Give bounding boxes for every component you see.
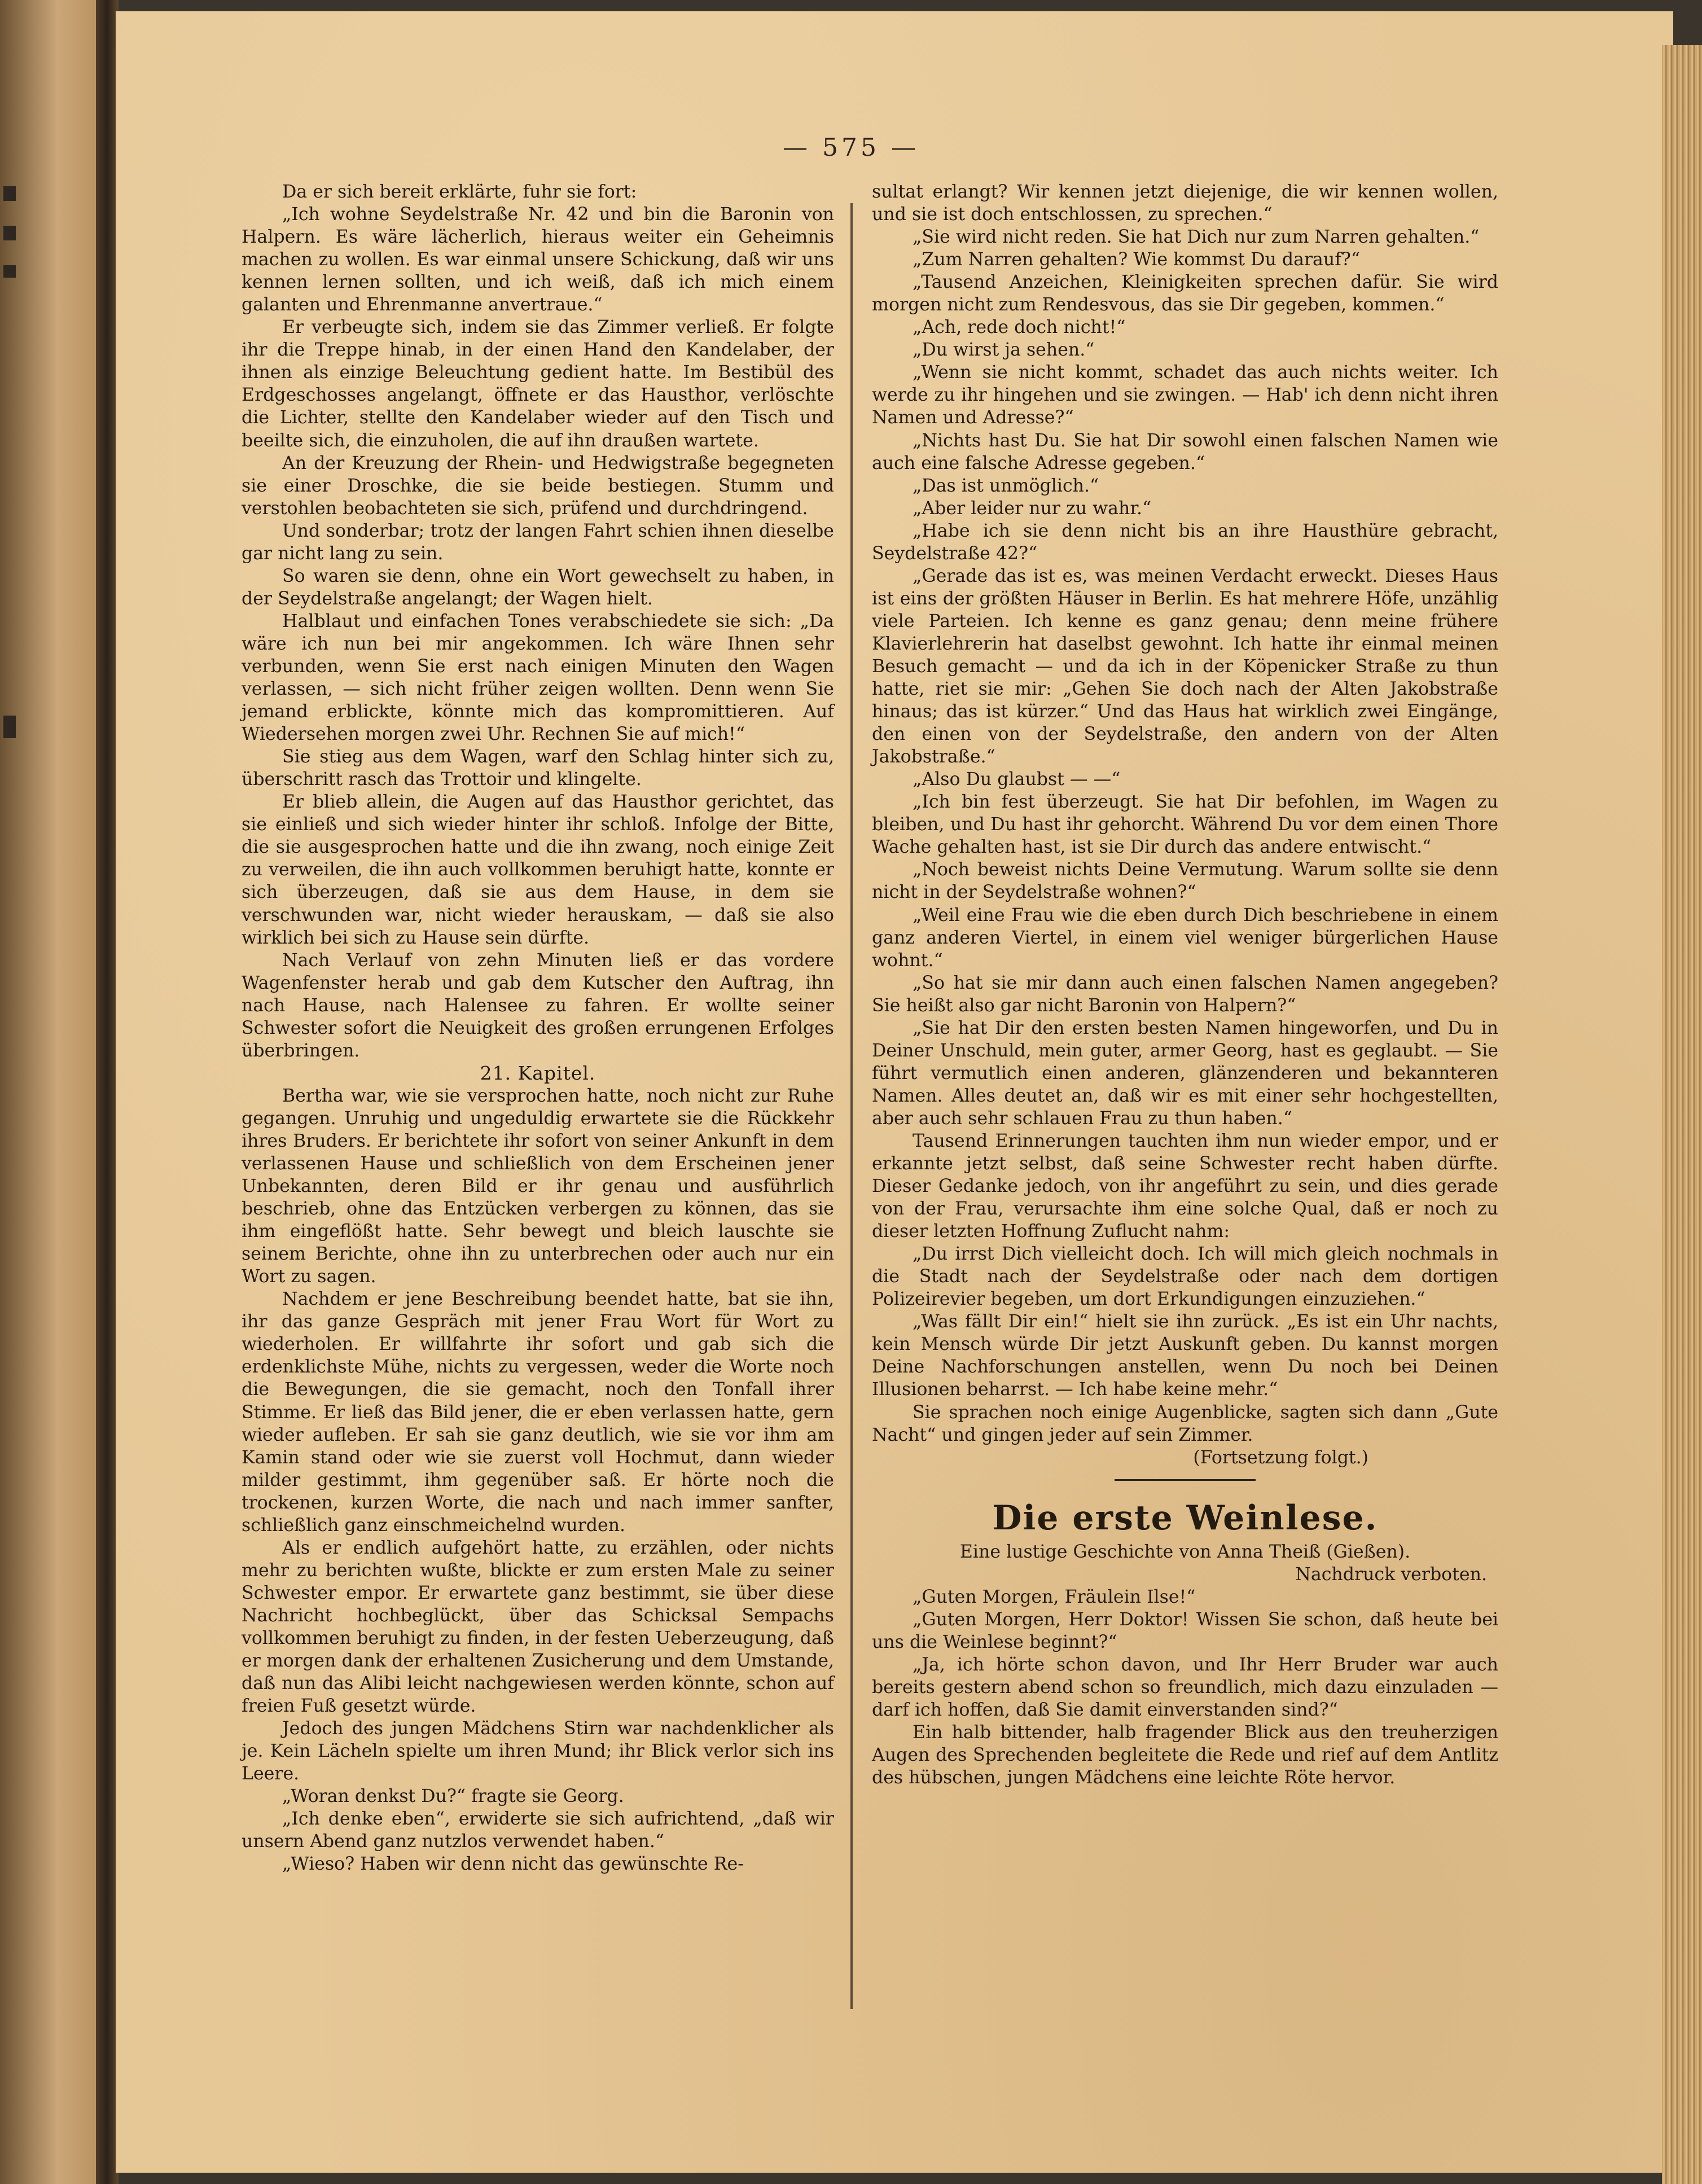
paragraph: So waren sie denn, ohne ein Wort gewechselt zu haben, in der Seydelstraße angelangt; der Wagen hielt.	[242, 565, 834, 609]
paragraph: „Guten Morgen, Herr Doktor! Wissen Sie schon, daß heute bei uns die Weinlese beginnt?“	[872, 1609, 1498, 1652]
paragraph: „Ja, ich hörte schon davon, und Ihr Herr Bruder war auch bereits gestern abend schon so freundlich, mich dazu einzuladen — darf ich hoffen, daß Sie damit einverstanden sind?“	[872, 1654, 1498, 1720]
previous-page-edge	[0, 0, 104, 2184]
paragraph: Als er endlich aufgehört hatte, zu erzählen, oder nichts mehr zu berichten wußte, blickte er zum ersten Male zu seiner Schwester empor. Er erwartete ganz bestimmt, sie über diese Nachricht hochbeglückt, über das Schicksal Sempachs vollkommen beruhigt zu finden, in der festen Ueberzeugung, daß er morgen dank der erhaltenen Zusicherung und dem Umstande, daß nun das Alibi leicht nachgewiesen werden könnte, schon auf freien Fuß gesetzt würde.	[242, 1537, 834, 1717]
paragraph: Er blieb allein, die Augen auf das Hausthor gerichtet, das sie einließ und sich wieder hinter ihr schloß. Infolge der Bitte, die sie ausgesprochen hatte und die ihn zwang, noch einige Zeit zu verweilen, die ihn auch vollkommen beruhigt hatte, konnte er sich überzeugen, daß sie aus dem Hause, in dem sie verschwunden war, nicht wieder herauskam, — daß sie also wirklich bei sich zu Hause sein dürfte.	[242, 792, 834, 948]
chapter-heading: 21. Kapitel.	[480, 1062, 596, 1084]
paragraph: „Ich denke eben“, erwiderte sie sich aufrichtend, „daß wir unsern Abend ganz nutzlos verwendet haben.“	[242, 1809, 834, 1852]
paragraph: Jedoch des jungen Mädchens Stirn war nachdenklicher als je. Kein Lächeln spielte um ihren Mund; ihr Blick verlor sich ins Leere.	[242, 1718, 834, 1784]
paragraph: „Habe ich sie denn nicht bis an ihre Hausthüre gebracht, Seydelstraße 42?“	[872, 520, 1498, 564]
paragraph: „Sie wird nicht reden. Sie hat Dich nur zum Narren gehalten.“	[913, 227, 1480, 248]
paragraph: „Du wirst ja sehen.“	[913, 340, 1095, 361]
paragraph: „Gerade das ist es, was meinen Verdacht erweckt. Dieses Haus ist eins der größten Häuser in Berlin. Es hat mehrere Höfe, unzählig viele Parteien. Ich kenne es ganz genau; denn meine frühere Klavierlehrerin hat daselbst gewohnt. Ich hatte ihr einmal meinen Besuch gemacht — und da ich in der Köpenicker Straße zu thun hatte, riet sie mir: „Gehen Sie doch nach der Alten Jakobstraße hinaus; das ist kürzer.“ Und das Haus hat wirklich zwei Eingänge, den einen von der Seydelstraße, den andern von der Alten Jakobstraße.“	[872, 565, 1498, 768]
paragraph: „Ich wohne Seydelstraße Nr. 42 und bin die Baronin von Halpern. Es wäre lächerlich, hieraus weiter ein Geheimnis machen zu wollen. Es war einmal unsere Schickung, daß wir uns kennen lernen sollten, und ich weiß, daß ich mich einem galanten und Ehrenmanne anvertraue.“	[242, 204, 834, 315]
paragraph: „Aber leider nur zu wahr.“	[913, 498, 1152, 519]
paragraph: Ein halb bittender, halb fragender Blick aus den treuherzigen Augen des Sprechenden begleitete die Rede und rief auf dem Antlitz des hübschen, jungen Mädchens eine leichte Röte hervor.	[872, 1722, 1498, 1788]
paragraph: „Woran denkst Du?“ fragte sie Georg.	[282, 1786, 624, 1807]
paragraph: „Wieso? Haben wir denn nicht das gewünschte Re-	[282, 1854, 744, 1875]
paragraph: Sie stieg aus dem Wagen, warf den Schlag hinter sich zu, überschritt rasch das Trottoir und klingelte.	[242, 747, 834, 790]
paragraph: sultat erlangt? Wir kennen jetzt diejenige, die wir kennen wollen, und sie ist doch entschlossen, zu sprechen.“	[872, 182, 1498, 225]
section-rule	[1115, 1479, 1256, 1481]
paragraph: „Ich bin fest überzeugt. Sie hat Dir befohlen, im Wagen zu bleiben, und Du hast ihr gehorcht. Während Du vor dem einen Thore Wache gehalten hast, ist sie Dir durch das andere entwischt.“	[872, 792, 1498, 858]
continuation-note: (Fortsetzung folgt.)	[1193, 1447, 1368, 1468]
paragraph: „Weil eine Frau wie die eben durch Dich beschriebene in einem ganz anderen Viertel, in einem viel weniger bürgerlichen Hause wohnt.“	[872, 905, 1498, 971]
column-divider	[850, 203, 853, 2009]
paragraph: Er verbeugte sich, indem sie das Zimmer verließ. Er folgte ihr die Treppe hinab, in der einen Hand den Kandelaber, der ihnen als einzige Beleuchtung gedient hatte. Im Bestibül des Erdgeschosses angelangt, öffnete er das Hausthor, verlöschte die Lichter, stellte den Kandelaber wieder auf den Tisch und beeilte sich, die einzuholen, die auf ihn draußen wartete.	[242, 317, 834, 451]
paragraph: „So hat sie mir dann auch einen falschen Namen angegeben? Sie heißt also gar nicht Baronin von Halpern?“	[872, 972, 1498, 1016]
paragraph: Sie sprachen noch einige Augenblicke, sagten sich dann „Gute Nacht“ und gingen jeder auf sein Zimmer.	[872, 1402, 1498, 1445]
paragraph: Bertha war, wie sie versprochen hatte, noch nicht zur Ruhe gegangen. Unruhig und ungeduldig erwartete sie die Rückkehr ihres Bruders. Er berichtete ihr sofort von seiner Ankunft in dem verlassenen Hause und schließlich von dem Erscheinen jener Unbekannten, deren Bild er ihr genau und ausführlich beschrieb, ohne das Entzücken verbergen zu können, das sie ihm eingeflößt hatte. Sehr bewegt und bleich lauschte sie seinem Berichte, ohne ihn zu unterbrechen oder auch nur ein Wort zu sagen.	[242, 1085, 834, 1287]
margin-mark	[3, 716, 16, 738]
margin-mark	[3, 226, 16, 240]
right-column	[872, 181, 1498, 1789]
paragraph: „Was fällt Dir ein!“ hielt sie ihn zurück. „Es ist ein Uhr nachts, kein Mensch würde Dir jetzt Auskunft geben. Du kannst morgen Deine Nachforschungen anstellen, wenn Du noch bei Deinen Illusionen beharrst. — Ich habe keine mehr.“	[872, 1312, 1498, 1400]
margin-mark	[3, 186, 16, 201]
page-number: — 575 —	[783, 133, 919, 162]
paragraph: Nachdem er jene Beschreibung beendet hatte, bat sie ihn, ihr das ganze Gespräch mit jener Frau Wort für Wort zu wiederholen. Er willfahrte ihr sofort und gab sich die erdenklichste Mühe, nichts zu vergessen, weder die Worte noch die Bewegungen, die sie gemacht, noch den Tonfall ihrer Stimme. Er ließ das Bild jener, die er eben verlassen hatte, gern wieder aufleben. Er sah sie ganz deutlich, wie sie vor ihm am Kamin stand oder wie sie zuerst voll Hochmut, dann wieder milder gestimmt, ihm gegenüber saß. Er hörte noch die trockenen, kurzen Worte, die nach und nach immer sanfter, schließlich ganz einschmeichelnd wurden.	[242, 1289, 834, 1536]
margin-mark	[3, 265, 16, 278]
paragraph: „Das ist unmöglich.“	[913, 475, 1099, 496]
story-title: Die erste Weinlese.	[992, 1498, 1378, 1538]
paragraph: „Guten Morgen, Fräulein Ilse!“	[913, 1586, 1196, 1607]
paragraph: „Noch beweist nichts Deine Vermutung. Warum sollte sie denn nicht in der Seydelstraße wohnen?“	[872, 859, 1498, 903]
paragraph: „Tausend Anzeichen, Kleinigkeiten sprechen dafür. Sie wird morgen nicht zum Rendesvous, das sie Dir gegeben, kommen.“	[872, 272, 1498, 315]
paragraph: „Nichts hast Du. Sie hat Dir sowohl einen falschen Namen wie auch eine falsche Adresse gegeben.“	[872, 430, 1498, 473]
paragraph: Halblaut und einfachen Tones verabschiedete sie sich: „Da wäre ich nun bei mir angekommen. Ich wäre Ihnen sehr verbunden, wenn Sie erst nach einigen Minuten den Wagen verlassen, — sich nicht früher zeigen wollten. Denn wenn Sie jemand erblickte, könnte mich das kompromittieren. Auf Wiedersehen morgen zwei Uhr. Rechnen Sie auf mich!“	[242, 611, 834, 745]
paragraph: „Zum Narren gehalten? Wie kommst Du darauf?“	[913, 249, 1361, 270]
paragraph: „Ach, rede doch nicht!“	[913, 317, 1126, 338]
paragraph: „Du irrst Dich vielleicht doch. Ich will mich gleich nochmals in die Stadt nach der Seydelstraße oder nach dem dortigen Polizeirevier begeben, um dort Erkundigungen einzuziehen.“	[872, 1244, 1498, 1310]
left-column	[242, 181, 834, 1876]
paragraph: Da er sich bereit erklärte, fuhr sie fort:	[282, 182, 637, 202]
paragraph: Und sonderbar; trotz der langen Fahrt schien ihnen dieselbe gar nicht lang zu sein.	[242, 520, 834, 564]
paragraph: An der Kreuzung der Rhein- und Hedwigstraße begegneten sie einer Droschke, die sie beide bestiegen. Stumm und verstohlen beobachteten sie sich, prüfend und durchdringend.	[242, 453, 834, 519]
book-gutter	[96, 0, 119, 2184]
paragraph: „Sie hat Dir den ersten besten Namen hingeworfen, und Du in Deiner Unschuld, mein guter, armer Georg, hast es geglaubt. — Sie führt vermutlich einen anderen, glänzenderen und bekannteren Namen. Alles deutet an, daß wir es mit einer sehr hochgestellten, aber auch sehr schlauen Frau zu thun haben.“	[872, 1018, 1498, 1129]
paragraph: „Also Du glaubst — —“	[913, 769, 1121, 790]
paragraph: Tausend Erinnerungen tauchten ihm nun wieder empor, und er erkannte jetzt selbst, daß seine Schwester recht haben dürfte. Dieser Gedanke jedoch, von ihr angeführt zu sein, und dies gerade von der Frau, verursachte ihm eine solche Qual, daß er noch zu dieser letzten Hoffnung Zuflucht nahm:	[872, 1130, 1498, 1242]
reprint-notice: Nachdruck verboten.	[1295, 1564, 1487, 1585]
paragraph: „Wenn sie nicht kommt, schadet das auch nichts weiter. Ich werde zu ihr hingehen und sie zwingen. — Hab' ich denn nicht ihren Namen und Adresse?“	[872, 362, 1498, 428]
page-stack-edge	[1662, 45, 1702, 2184]
story-subtitle: Eine lustige Geschichte von Anna Theiß (Gießen).	[959, 1541, 1411, 1562]
paragraph: Nach Verlauf von zehn Minuten ließ er das vordere Wagenfenster herab und gab dem Kutscher den Auftrag, ihn nach Hause, nach Halensee zu fahren. Er wollte seiner Schwester sofort die Neuigkeit des großen errungenen Erfolges überbringen.	[242, 950, 834, 1061]
